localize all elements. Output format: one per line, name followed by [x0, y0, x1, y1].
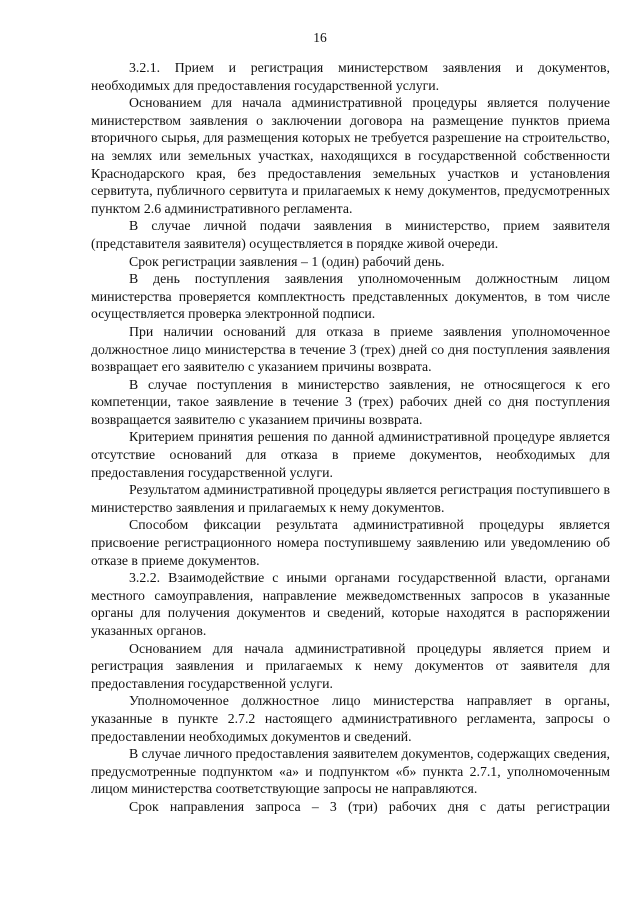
paragraph-3-2-2-heading: 3.2.2. Взаимодействие с иными органами государственной власти, органами местного самоуправления, направление межведомственных запросов в указанные органы для получения документов и сведений, которые находятся в распоряжении указанных органов.: [91, 570, 610, 638]
paragraph-procedure-result: Результатом административной процедуры является регистрация поступившего в министерство заявления и прилагаемых к нему документов.: [91, 482, 610, 515]
document-body: [91, 59, 610, 816]
paragraph-out-of-competence: В случае поступления в министерство заявления, не относящегося к его компетенции, такое заявление в течение 3 (трех) рабочих дней со дня поступления возвращается заявителю с указанием причины возврата.: [91, 376, 610, 427]
paragraph-result-fixation: Способом фиксации результата административной процедуры является присвоение регистрационного номера поступившему заявлению или уведомлению об отказе в приеме документов.: [91, 517, 610, 568]
paragraph-request-term: Срок направления запроса – 3 (три) рабочих дня с даты регистрации: [129, 798, 610, 814]
paragraph-decision-criterion: Критерием принятия решения по данной административной процедуре является отсутствие оснований для отказа в приеме документов, необходимых для предоставления государственной услуги.: [91, 429, 610, 480]
paragraph-completeness-check: В день поступления заявления уполномоченным должностным лицом министерства проверяется комплектность представленных документов, в том числе осуществляется проверка электронной подписи.: [91, 271, 610, 322]
paragraph-interaction-basis: Основанием для начала административной процедуры является прием и регистрация заявления и прилагаемых к нему документов от заявителя для предоставления государственной услуги.: [91, 640, 610, 691]
page-number: 16: [313, 30, 327, 45]
paragraph-requests-not-sent: В случае личного предоставления заявителем документов, содержащих сведения, предусмотренные подпунктом «а» и подпунктом «б» пункта 2.7.1, уполномоченным лицом министерства соответствующие запросы не направляются.: [91, 746, 610, 797]
paragraph-3-2-1-heading: 3.2.1. Прием и регистрация министерством заявления и документов, необходимых для предоставления государственной услуги.: [91, 60, 610, 93]
paragraph-personal-submission: В случае личной подачи заявления в министерство, прием заявителя (представителя заявителя) осуществляется в порядке живой очереди.: [91, 218, 610, 251]
paragraph-refusal-return: При наличии оснований для отказа в приеме заявления уполномоченное должностное лицо министерства в течение 3 (трех) дней со дня поступления заявления возвращает его заявителю с указанием причины возврата.: [91, 323, 610, 375]
paragraph-requests-sent: Уполномоченное должностное лицо министерства направляет в органы, указанные в пункте 2.7.2 настоящего административного регламента, запросы о предоставлении необходимых документов и сведений.: [91, 693, 610, 744]
paragraph-registration-term: Срок регистрации заявления – 1 (один) рабочий день.: [129, 253, 445, 269]
paragraph-basis-for-procedure: Основанием для начала административной процедуры является получение министерством заявления о заключении договора на размещение пунктов приема вторичного сырья, для размещения которых не требуется разрешение на строительство, на землях или земельных участках, находящихся в государственной собственности Краснодарского края, без предоставления земельных участков и установления сервитута, публичного сервитута и прилагаемых к нему документов, предусмотренных пунктом 2.6 административного регламента.: [91, 95, 610, 216]
